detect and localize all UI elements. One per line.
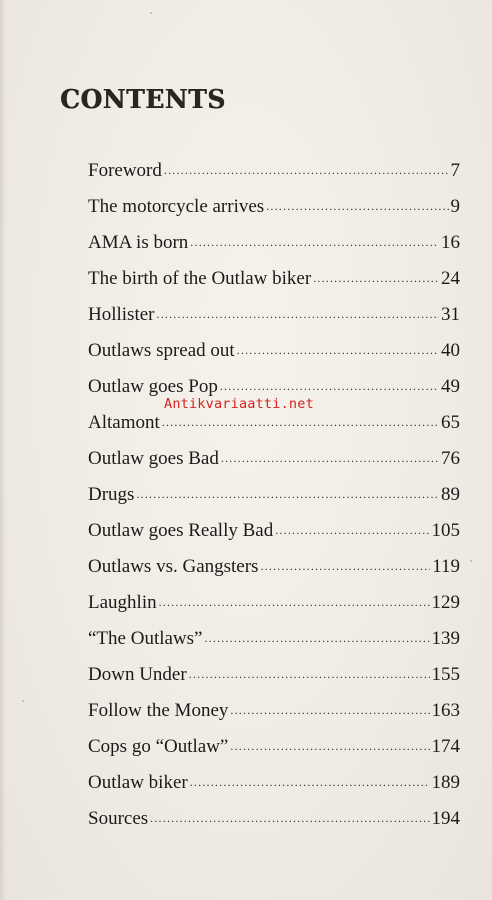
toc-entry-page-number: 119: [432, 556, 460, 577]
toc-entry-page-number: 24: [441, 268, 460, 289]
toc-dot-leader: [266, 191, 448, 221]
toc-entry: [88, 660, 460, 696]
toc-entry-title: Outlaw goes Really Bad: [88, 520, 274, 541]
toc-entry-title: AMA is born: [88, 232, 189, 253]
toc-entry-title: Outlaw biker: [88, 772, 188, 793]
toc-entry: [88, 552, 460, 588]
toc-entry: [88, 228, 460, 264]
table-of-contents: [88, 156, 460, 840]
toc-entry-page-number: 7: [450, 160, 460, 181]
toc-dot-leader: [230, 731, 429, 761]
toc-entry-page-number: 9: [450, 196, 460, 217]
toc-entry-title: Altamont: [88, 412, 160, 433]
toc-entry-page-number: 174: [431, 736, 460, 757]
toc-entry-title: “The Outlaws”: [88, 628, 203, 649]
toc-entry-page-number: 105: [431, 520, 460, 541]
toc-entry: [88, 300, 460, 336]
toc-entry-page-number: 189: [431, 772, 460, 793]
toc-entry-page-number: 194: [431, 808, 460, 829]
toc-entry: [88, 516, 460, 552]
toc-entry: [88, 192, 460, 228]
toc-dot-leader: [136, 479, 439, 509]
toc-entry: [88, 696, 460, 732]
toc-entry-page-number: 49: [441, 376, 460, 397]
toc-entry-title: Follow the Money: [88, 700, 229, 721]
toc-entry-title: The birth of the Outlaw biker: [88, 268, 312, 289]
toc-dot-leader: [221, 443, 439, 473]
toc-entry-page-number: 40: [441, 340, 460, 361]
toc-entry: [88, 444, 460, 480]
toc-entry: [88, 264, 460, 300]
toc-entry: [88, 408, 460, 444]
toc-entry-title: Drugs: [88, 484, 135, 505]
toc-entry: [88, 804, 460, 840]
toc-dot-leader: [190, 227, 439, 257]
toc-entry-title: Outlaws vs. Gangsters: [88, 556, 259, 577]
toc-entry: [88, 588, 460, 624]
toc-entry-page-number: 129: [431, 592, 460, 613]
toc-entry: [88, 624, 460, 660]
toc-entry: [88, 768, 460, 804]
toc-entry: [88, 480, 460, 516]
toc-entry-title: Down Under: [88, 664, 187, 685]
page-edge-shadow: [0, 0, 6, 900]
toc-entry-page-number: 31: [441, 304, 460, 325]
toc-dot-leader: [313, 263, 439, 293]
toc-entry-page-number: 89: [441, 484, 460, 505]
toc-entry-title: Cops go “Outlaw”: [88, 736, 229, 757]
toc-dot-leader: [275, 515, 429, 545]
toc-entry-title: Sources: [88, 808, 149, 829]
toc-entry: [88, 336, 460, 372]
toc-dot-leader: [190, 767, 430, 797]
toc-entry-title: Hollister: [88, 304, 155, 325]
toc-dot-leader: [150, 803, 429, 833]
paper-speck: [470, 560, 472, 562]
toc-entry-title: Outlaw goes Pop: [88, 376, 218, 397]
toc-dot-leader: [260, 551, 430, 581]
toc-dot-leader: [204, 623, 429, 653]
toc-entry-title: Laughlin: [88, 592, 157, 613]
contents-heading: CONTENTS: [60, 84, 226, 115]
paper-speck: [22, 700, 24, 702]
toc-entry-title: Foreword: [88, 160, 162, 181]
toc-dot-leader: [159, 587, 430, 617]
toc-dot-leader: [189, 659, 430, 689]
toc-entry: [88, 732, 460, 768]
paper-speck: [150, 12, 152, 14]
toc-entry-page-number: 76: [441, 448, 460, 469]
toc-entry-page-number: 65: [441, 412, 460, 433]
toc-entry-page-number: 139: [431, 628, 460, 649]
toc-entry-page-number: 16: [441, 232, 460, 253]
watermark-stamp: Antikvariaatti.net: [164, 396, 314, 412]
toc-entry: [88, 156, 460, 192]
toc-dot-leader: [157, 299, 440, 329]
toc-entry-title: Outlaw goes Bad: [88, 448, 219, 469]
toc-entry-page-number: 163: [431, 700, 460, 721]
toc-entry-page-number: 155: [431, 664, 460, 685]
toc-dot-leader: [230, 695, 429, 725]
toc-entry-title: The motorcycle arrives: [88, 196, 265, 217]
toc-dot-leader: [237, 335, 439, 365]
toc-dot-leader: [164, 155, 449, 185]
toc-entry-title: Outlaws spread out: [88, 340, 235, 361]
